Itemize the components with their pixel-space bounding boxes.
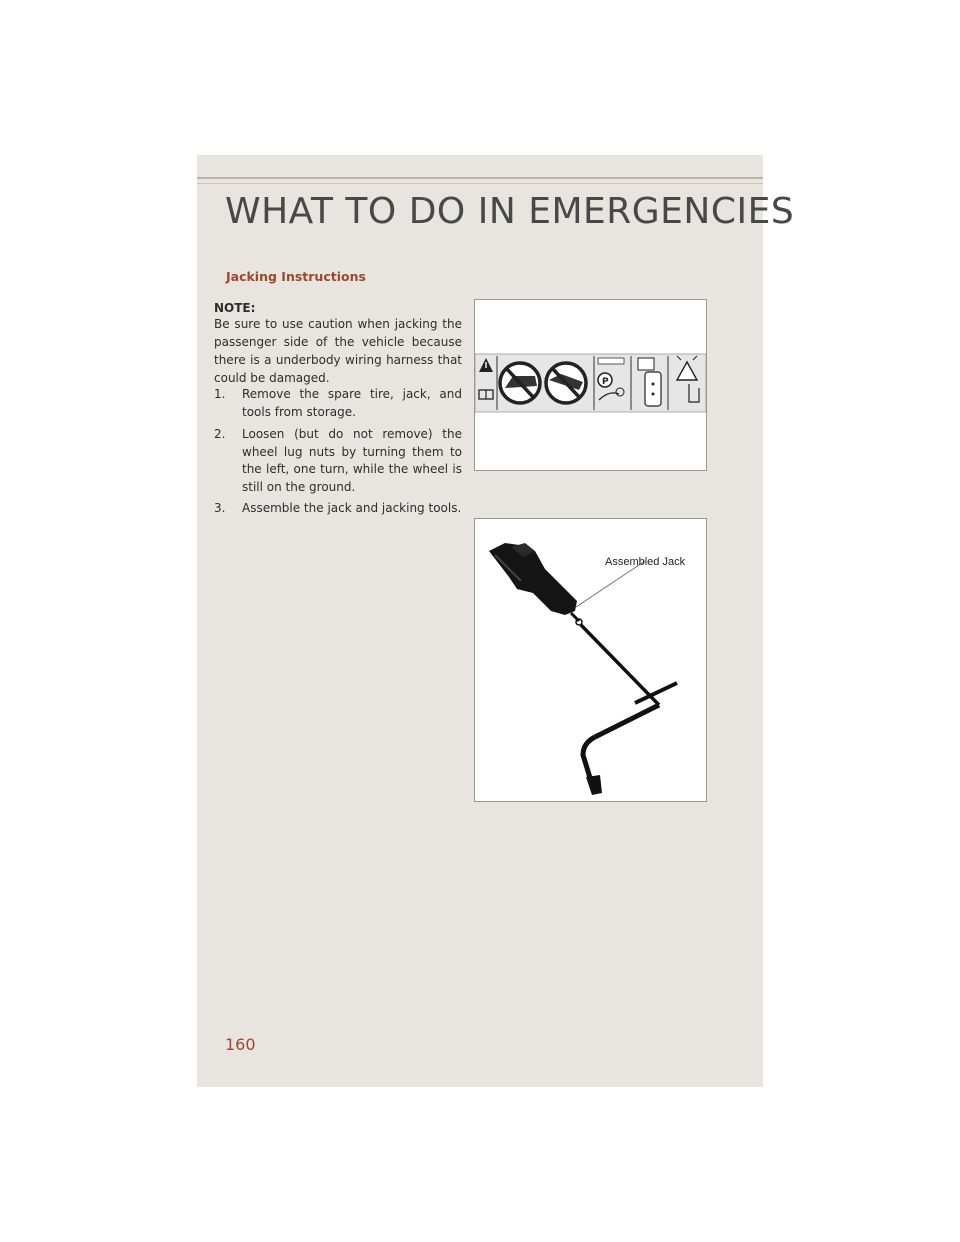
warning-label-strip	[475, 300, 706, 470]
step-3	[214, 500, 462, 518]
chapter-title: WHAT TO DO IN EMERGENCIES	[225, 191, 795, 232]
step-number: 1.	[214, 387, 226, 401]
svg-text:P: P	[602, 377, 609, 387]
manual-page	[197, 155, 795, 1087]
no-lying-under-vehicle-icon	[546, 363, 586, 403]
header-rule-thin	[197, 183, 763, 184]
section-title: Jacking Instructions	[226, 269, 366, 284]
step-number: 3.	[214, 501, 226, 515]
step-2	[214, 426, 462, 496]
warning-label-figure	[474, 299, 707, 471]
step-number: 2.	[214, 427, 226, 441]
page-number: 160	[225, 1035, 256, 1054]
step-text: Loosen (but do not remove) the wheel lug nuts by turning them to the left, one turn, while the wheel is still on the ground.	[242, 427, 462, 494]
step-text: Remove the spare tire, jack, and tools from storage.	[242, 387, 462, 419]
note-text: Be sure to use caution when jacking the passenger side of the vehicle because there is a underbody wiring harness that could be damaged.	[214, 317, 462, 385]
callout-label: Assembled Jack	[605, 556, 686, 568]
header-rule	[197, 177, 763, 179]
step-text: Assemble the jack and jacking tools.	[242, 501, 462, 515]
jack-handle	[571, 613, 677, 795]
jack-body	[489, 543, 577, 615]
note-label: NOTE:	[214, 301, 256, 315]
step-1	[214, 386, 462, 421]
no-person-under-vehicle-icon	[500, 363, 540, 403]
assembled-jack-figure	[474, 518, 707, 802]
